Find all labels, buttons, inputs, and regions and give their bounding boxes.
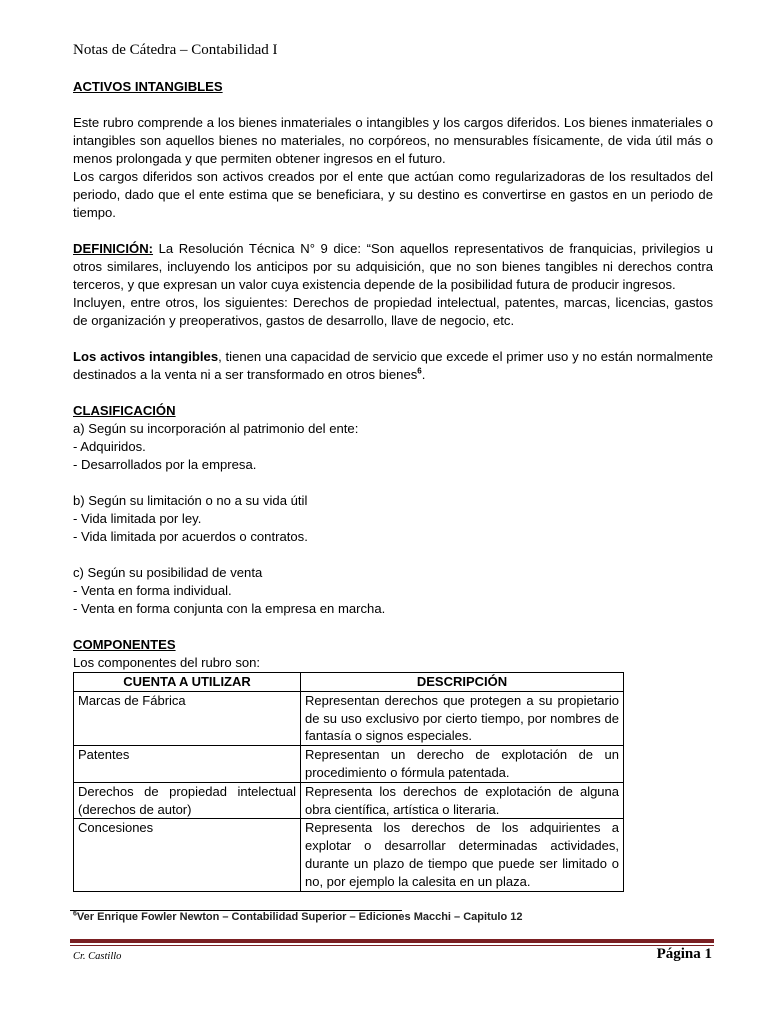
paragraph: Este rubro comprende a los bienes inmateriales o intangibles y los cargos diferidos. Los bienes inmateriales o intangibles son aquellos bienes no materiales, no corpóreos, no mensurables físicamente, de vida útil más o menos prolongada y que permiten obtener ingresos en el futuro. xyxy=(73,115,713,166)
list-item: - Vida limitada por ley. xyxy=(73,511,202,526)
cell-descripcion: Representa los derechos de los adquirientes a explotar o desarrollar determinadas actividades, durante un plazo de tiempo que puede ser limitado o no, por ejemplo la calesita en un plaza. xyxy=(301,819,624,891)
page-number: Página 1 xyxy=(656,946,712,962)
column-header-descripcion: DESCRIPCIÓN xyxy=(301,673,624,692)
footnote-text: Ver Enrique Fowler Newton – Contabilidad Superior – Ediciones Macchi – Capitulo 12 xyxy=(76,911,523,923)
capacidad-paragraph xyxy=(73,348,713,384)
cell-descripcion: Representan derechos que protegen a su propietario de su uso exclusivo por cierto tiempo, por nombres de fantasía o signos especiales. xyxy=(301,691,624,745)
definition-label: DEFINICIÓN: xyxy=(73,241,154,256)
footer-rule-thick xyxy=(70,939,714,943)
section-heading: ACTIVOS INTANGIBLES xyxy=(73,79,223,94)
footnote xyxy=(73,911,523,923)
list-title: c) Según su posibilidad de venta xyxy=(73,565,263,580)
table-intro: Los componentes del rubro son: xyxy=(73,655,261,670)
definition-text: La Resolución Técnica N° 9 dice: “Son aquellos representativos de franquicias, privilegios u otros similares, incluyendo los anticipos por su adquisición, que no son bienes tangibles ni derechos contra terceros, y que expresan un valor cuya existencia depende de la posibilidad futura de producir ingresos. xyxy=(73,241,713,292)
capacidad-text: , tienen una capacidad de servicio que excede el primer uso y no están normalmente destinados a la venta ni a ser transformado en otros bienes xyxy=(73,349,714,382)
section-heading: CLASIFICACIÓN xyxy=(73,403,176,418)
cell-descripcion: Representan un derecho de explotación de un procedimiento o fórmula patentada. xyxy=(301,746,624,783)
cell-descripcion: Representa los derechos de explotación de alguna obra científica, artística o literaria. xyxy=(301,782,624,819)
table-row xyxy=(74,691,624,745)
document-body xyxy=(73,78,713,892)
footnote-ref: 6 xyxy=(417,366,422,376)
list-item: - Venta en forma individual. xyxy=(73,583,232,598)
components-table xyxy=(73,672,624,892)
section-heading: COMPONENTES xyxy=(73,637,176,652)
paragraph: Los cargos diferidos son activos creados por el ente que actúan como regularizadoras de los resultados del periodo, dado que el ente estima que se beneficiara, y su destino es convertirse en gastos en un periodo de tiempo. xyxy=(73,169,713,220)
footer-author: Cr. Castillo xyxy=(73,951,122,962)
cell-cuenta: Concesiones xyxy=(74,819,301,891)
list-item: - Adquiridos. xyxy=(73,439,146,454)
cell-cuenta: Marcas de Fábrica xyxy=(74,691,301,745)
table-row xyxy=(74,819,624,891)
bold-term: Los activos intangibles xyxy=(73,349,219,364)
cell-cuenta: Derechos de propiedad intelectual (derechos de autor) xyxy=(74,782,301,819)
list-item: - Vida limitada por acuerdos o contratos. xyxy=(73,529,308,544)
footer-rule-thin xyxy=(70,945,714,946)
list-item: - Desarrollados por la empresa. xyxy=(73,457,257,472)
footnote-number: 6 xyxy=(73,910,77,918)
cell-cuenta: Patentes xyxy=(74,746,301,783)
definition-paragraph xyxy=(73,240,713,294)
capacidad-end: . xyxy=(421,367,426,382)
paragraph: Incluyen, entre otros, los siguientes: Derechos de propiedad intelectual, patentes, marcas, licencias, gastos de organización y preoperativos, gastos de desarrollo, llave de negocio, etc. xyxy=(73,295,713,328)
table-header-row xyxy=(74,673,624,692)
list-item: - Venta en forma conjunta con la empresa en marcha. xyxy=(73,601,386,616)
table-row xyxy=(74,782,624,819)
table-row xyxy=(74,746,624,783)
column-header-cuenta: CUENTA A UTILIZAR xyxy=(74,673,301,692)
list-title: b) Según su limitación o no a su vida útil xyxy=(73,493,308,508)
page-header: Notas de Cátedra – Contabilidad I xyxy=(73,42,278,58)
list-title: a) Según su incorporación al patrimonio del ente: xyxy=(73,421,359,436)
